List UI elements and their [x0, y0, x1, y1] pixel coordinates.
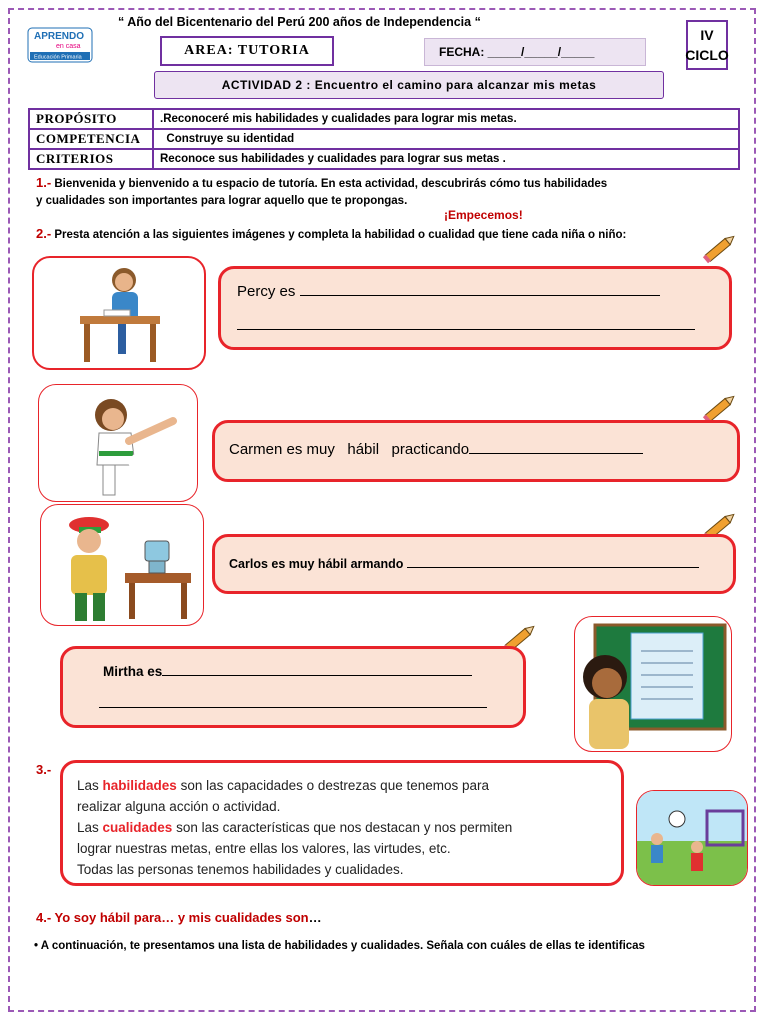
step2-text: [36, 225, 626, 244]
table-row: [29, 129, 739, 149]
mirtha-blank-line2[interactable]: [99, 693, 487, 708]
criterios-key: CRITERIOS: [29, 149, 153, 169]
empecemos-text: ¡Empecemos!: [444, 208, 523, 222]
step2-instruction: Presta atención a las siguientes imágenes y completa la habilidad o cualidad que tiene cada niña o niño:: [54, 229, 627, 241]
def-line3: Las cualidades son las características que nos destacan y nos permiten: [77, 820, 513, 835]
fecha-field[interactable]: FECHA: _____/_____/_____: [424, 38, 646, 66]
carlos-text: Carlos es muy hábil armando: [229, 557, 407, 571]
logo-line1: APRENDO: [34, 31, 85, 42]
step4-bullet: • A continuación, te presentamos una lista de habilidades y cualidades. Señala con cuáles de ellas te identificas: [34, 940, 645, 952]
criterios-value: Reconoce sus habilidades y cualidades para lograr sus metas .: [153, 149, 739, 169]
def-line5: Todas las personas tenemos habilidades y cualidades.: [77, 862, 404, 877]
logo-line3: Educación Primaria: [34, 54, 82, 61]
def-line2: realizar alguna acción o actividad.: [77, 799, 281, 814]
area-box: AREA: TUTORIA: [160, 36, 334, 66]
percy-text: Percy es: [237, 283, 300, 300]
logo-line2: en casa: [56, 43, 81, 50]
percy-answer-card[interactable]: [218, 266, 732, 350]
carlos-blank[interactable]: [407, 553, 699, 568]
ciclo-number: IV: [700, 27, 714, 43]
competencia-key: COMPETENCIA: [29, 129, 153, 149]
activity-title: ACTIVIDAD 2 : Encuentro el camino para alcanzar mis metas: [154, 71, 664, 99]
proposito-value: .Reconoceré mis habilidades y cualidades para lograr mis metas.: [153, 109, 739, 129]
ciclo-label: CICLO: [685, 47, 729, 63]
term-habilidades: habilidades: [102, 778, 177, 793]
def-line1: Las habilidades son las capacidades o destrezas que tenemos para: [77, 778, 490, 793]
mirtha-answer-card[interactable]: [60, 646, 526, 728]
step4-title-red: 4.- Yo soy hábil para… y mis cualidades son: [36, 910, 309, 925]
aprendo-en-casa-logo: [24, 26, 124, 66]
header-title: “ Año del Bicentenario del Perú 200 años de Independencia “: [118, 15, 481, 29]
step1-text: [36, 174, 607, 210]
carmen-text: Carmen es muy hábil practicando: [229, 441, 470, 458]
proposito-key: PROPÓSITO: [29, 109, 153, 129]
percy-blank-line2[interactable]: [237, 315, 695, 330]
carmen-image: [38, 384, 198, 502]
table-row: [29, 149, 739, 169]
carlos-answer-card[interactable]: [212, 534, 736, 594]
step1-number: 1.-: [36, 175, 52, 190]
step3-number: 3.-: [36, 762, 52, 777]
definitions-card: [60, 760, 624, 886]
kids-playing-image: [636, 790, 748, 886]
step1-line2: y cualidades son importantes para lograr aquello que te propongas.: [36, 195, 408, 207]
def-line4: lograr nuestras metas, entre ellas los valores, las virtudes, etc.: [77, 841, 451, 856]
carlos-image: [40, 504, 204, 626]
percy-blank[interactable]: [300, 281, 660, 296]
percy-image: [32, 256, 206, 370]
step1-line1: Bienvenida y bienvenido a tu espacio de tutoría. En esta actividad, descubrirás cómo tus habilidades: [54, 178, 608, 190]
mirtha-blank[interactable]: [162, 661, 472, 676]
term-cualidades: cualidades: [102, 820, 173, 835]
mirtha-text: Mirtha es: [103, 664, 163, 679]
step4-title-tail: …: [308, 910, 322, 925]
pencil-icon: [700, 228, 740, 268]
ciclo-box: [686, 20, 728, 70]
table-row: [29, 109, 739, 129]
carmen-answer-card[interactable]: [212, 420, 740, 482]
step2-number: 2.-: [36, 226, 52, 241]
meta-table: [28, 108, 740, 170]
mirtha-image: [574, 616, 732, 752]
step4-title: [36, 910, 322, 925]
competencia-value: Construye su identidad: [153, 129, 739, 149]
carmen-blank[interactable]: [469, 439, 643, 454]
